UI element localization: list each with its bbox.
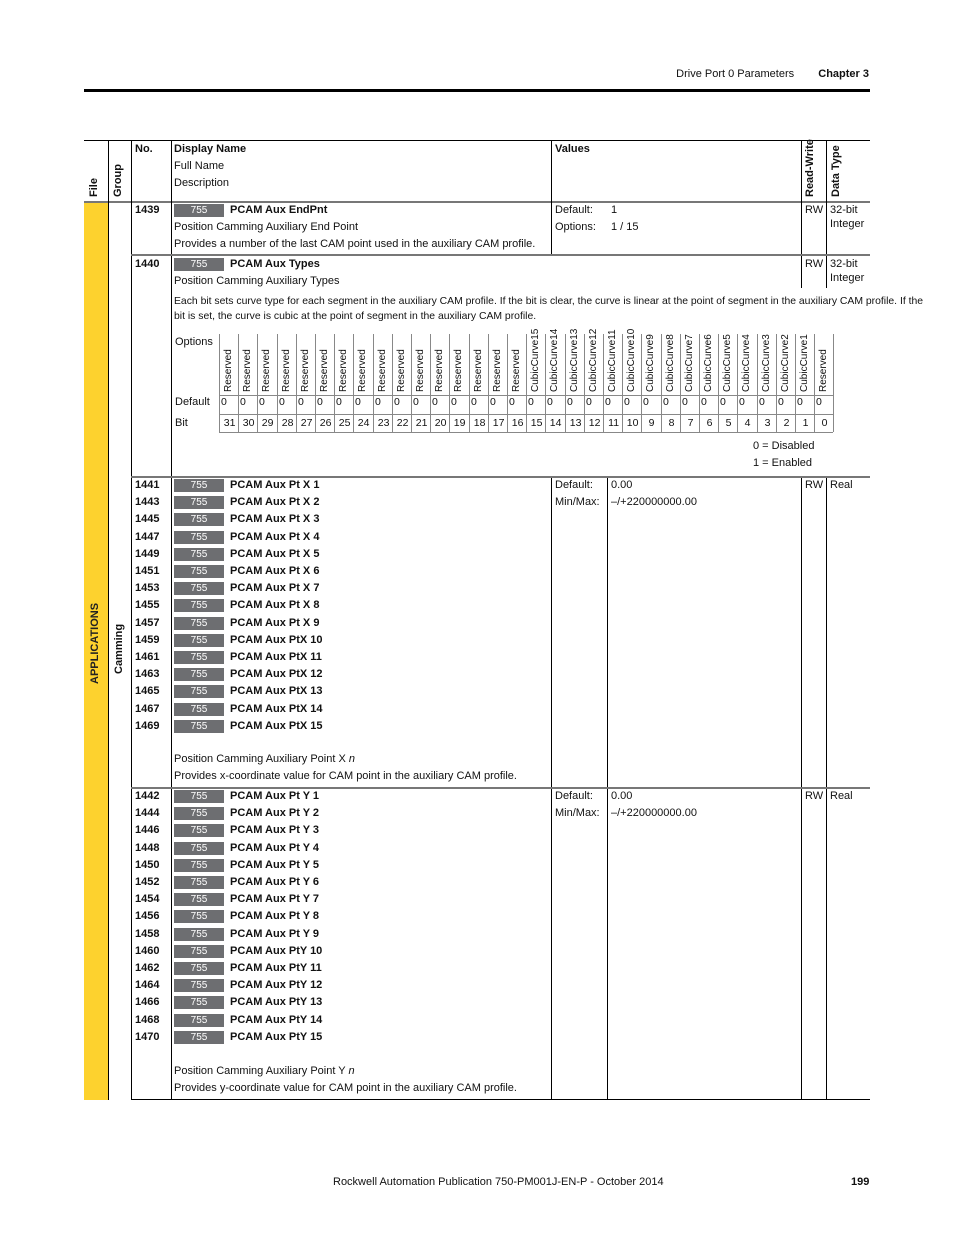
- port-badge: 755: [174, 565, 224, 578]
- port-badge: 755: [174, 807, 224, 820]
- bit-option-label: Reserved: [300, 349, 311, 392]
- bit-number: 18: [473, 417, 486, 429]
- bit-number: 16: [511, 417, 524, 429]
- bit-default-value: 0: [720, 396, 726, 408]
- param-display-name: PCAM Aux Pt Y 8: [230, 910, 320, 922]
- bit-number: 15: [530, 417, 543, 429]
- bit-default-value: 0: [528, 396, 534, 408]
- bit-option-label: Reserved: [396, 349, 407, 392]
- bit-default-value: 0: [567, 396, 573, 408]
- bit-number: 13: [569, 417, 582, 429]
- bit-option-label: Reserved: [357, 349, 368, 392]
- default-label: Default:: [555, 204, 593, 216]
- header-chapter: Chapter 3: [818, 68, 869, 80]
- param-display-name: PCAM Aux Pt Y 4: [230, 842, 320, 854]
- table-bottom-rule: [131, 1099, 870, 1100]
- port-badge: 755: [174, 479, 224, 492]
- port-badge: 755: [174, 634, 224, 647]
- param-display-name: PCAM Aux Pt X 7: [230, 582, 320, 594]
- port-badge: 755: [174, 258, 224, 271]
- bit-option-label: Reserved: [223, 349, 234, 392]
- port-badge: 755: [174, 668, 224, 681]
- bit-number: 22: [396, 417, 409, 429]
- grid-divider: [757, 334, 758, 432]
- port-badge: 755: [174, 945, 224, 958]
- param-display-name: PCAM Aux Pt X 6: [230, 565, 320, 577]
- bit-number: 24: [357, 417, 370, 429]
- param-display-name: PCAM Aux Pt X 4: [230, 531, 320, 543]
- legend-disabled: 0 = Disabled: [753, 440, 815, 452]
- param-number: 1442: [135, 790, 160, 802]
- bit-number: 5: [725, 417, 732, 429]
- port-badge: 755: [174, 531, 224, 544]
- port-badge: 755: [174, 204, 224, 217]
- param-number: 1450: [135, 859, 160, 871]
- param-display-name: PCAM Aux Pt X 9: [230, 617, 320, 629]
- bit-number: 9: [648, 417, 655, 429]
- param-description: Provides a number of the last CAM point used in the auxiliary CAM profile.: [174, 238, 536, 250]
- port-badge: 755: [174, 979, 224, 992]
- param-number: 1453: [135, 582, 160, 594]
- param-display-name: PCAM Aux PtY 11: [230, 962, 322, 974]
- param-display-name: PCAM Aux PtX 10: [230, 634, 323, 646]
- param-number: 1447: [135, 531, 160, 543]
- param-number: 1452: [135, 876, 160, 888]
- col-header-file: File: [88, 178, 100, 197]
- bit-default-value: 0: [586, 396, 592, 408]
- param-number: 1460: [135, 945, 160, 957]
- bit-option-label: CubicCurve2: [780, 334, 791, 392]
- bit-option-label: Reserved: [511, 349, 522, 392]
- bit-default-value: 0: [759, 396, 765, 408]
- port-badge: 755: [174, 790, 224, 803]
- bit-default-value: 0: [663, 396, 669, 408]
- bit-option-label: Reserved: [338, 349, 349, 392]
- full-name-variable: n: [348, 1065, 355, 1077]
- param-number: 1455: [135, 599, 160, 611]
- port-badge: 755: [174, 548, 224, 561]
- param-number: 1439: [135, 204, 160, 216]
- bit-default-value: 0: [451, 396, 457, 408]
- param-display-name: PCAM Aux Pt X 1: [230, 479, 320, 491]
- bit-default-value: 0: [279, 396, 285, 408]
- param-display-name: PCAM Aux Pt Y 5: [230, 859, 320, 871]
- bit-option-label: Reserved: [261, 349, 272, 392]
- bit-number: 19: [453, 417, 466, 429]
- read-write-value: RW: [805, 790, 824, 802]
- port-badge: 755: [174, 617, 224, 630]
- port-badge: 755: [174, 651, 224, 664]
- port-badge: 755: [174, 582, 224, 595]
- bit-number: 28: [281, 417, 294, 429]
- param-number: 1446: [135, 824, 160, 836]
- divider: [801, 140, 802, 288]
- param-display-name: PCAM Aux Pt Y 1: [230, 790, 320, 802]
- read-write-value: RW: [805, 258, 824, 270]
- param-number: 1459: [135, 634, 160, 646]
- minmax-value: –/+220000000.00: [611, 496, 697, 508]
- port-badge: 755: [174, 1031, 224, 1044]
- grid-rule: [219, 432, 833, 433]
- bit-option-label: Reserved: [242, 349, 253, 392]
- bit-number: 27: [300, 417, 313, 429]
- param-number: 1461: [135, 651, 160, 663]
- bit-option-label: Reserved: [377, 349, 388, 392]
- param-number: 1470: [135, 1031, 160, 1043]
- bit-option-label: Reserved: [319, 349, 330, 392]
- bit-number: 0: [821, 417, 828, 429]
- default-value: 0.00: [611, 790, 633, 802]
- param-display-name: PCAM Aux Pt Y 9: [230, 928, 320, 940]
- minmax-label: Min/Max:: [555, 807, 600, 819]
- divider: [171, 140, 172, 1100]
- bit-default-value: 0: [739, 396, 745, 408]
- bit-option-label: CubicCurve15: [530, 328, 541, 392]
- bit-default-value: 0: [816, 396, 822, 408]
- bit-option-label: Reserved: [281, 349, 292, 392]
- bit-default-value: 0: [240, 396, 246, 408]
- param-full-name: Position Camming Auxiliary Types: [174, 275, 340, 287]
- bit-option-label: CubicCurve14: [549, 328, 560, 392]
- col-header-data-type: Data Type: [830, 145, 842, 197]
- bit-number: 11: [608, 417, 620, 429]
- param-number: 1462: [135, 962, 160, 974]
- param-number: 1448: [135, 842, 160, 854]
- bit-number: 10: [626, 417, 639, 429]
- bit-default-value: 0: [605, 396, 611, 408]
- col-header-read-write: Read-Write: [804, 139, 816, 197]
- divider: [131, 140, 132, 1100]
- bit-default-value: 0: [394, 396, 400, 408]
- param-number: 1441: [135, 479, 160, 491]
- divider: [108, 140, 109, 1100]
- bit-number: 7: [687, 417, 694, 429]
- param-number: 1458: [135, 928, 160, 940]
- data-type: Real: [830, 479, 853, 491]
- param-display-name: PCAM Aux Pt Y 7: [230, 893, 320, 905]
- port-badge: 755: [174, 599, 224, 612]
- param-full-name: Position Camming Auxiliary End Point: [174, 221, 359, 233]
- bit-option-label: CubicCurve4: [741, 334, 752, 392]
- bit-option-label: Reserved: [473, 349, 484, 392]
- port-badge: 755: [174, 842, 224, 855]
- bit-option-label: Reserved: [415, 349, 426, 392]
- col-header-display-name: Display Name: [174, 143, 247, 155]
- port-badge: 755: [174, 928, 224, 941]
- port-badge: 755: [174, 513, 224, 526]
- port-badge: 755: [174, 859, 224, 872]
- grid-divider: [277, 334, 278, 432]
- options-label: Options: [175, 336, 213, 348]
- param-display-name: PCAM Aux Types: [230, 258, 320, 270]
- data-type-line2: Integer: [830, 218, 865, 230]
- col-header-no: No.: [135, 143, 153, 155]
- port-badge: 755: [174, 703, 224, 716]
- bit-default-value: 0: [221, 396, 227, 408]
- grid-divider: [219, 334, 220, 432]
- param-description-line2: bit is set, the curve is cubic at the point of segment in the auxiliary CAM profile.: [174, 311, 537, 322]
- param-display-name: PCAM Aux PtX 13: [230, 685, 323, 697]
- port-badge: 755: [174, 962, 224, 975]
- bit-default-value: 0: [471, 396, 477, 408]
- page-header: [676, 66, 869, 83]
- param-display-name: PCAM Aux PtX 14: [230, 703, 323, 715]
- default-value: 0.00: [611, 479, 633, 491]
- port-badge: 755: [174, 824, 224, 837]
- bit-number: 12: [588, 417, 601, 429]
- bit-number: 31: [223, 417, 236, 429]
- col-header-full-name: Full Name: [174, 160, 225, 172]
- param-display-name: PCAM Aux Pt Y 3: [230, 824, 320, 836]
- param-display-name: PCAM Aux PtX 12: [230, 668, 323, 680]
- bit-number: 21: [415, 417, 428, 429]
- read-write-value: RW: [805, 204, 824, 216]
- param-display-name: PCAM Aux Pt X 2: [230, 496, 320, 508]
- param-number: 1440: [135, 258, 160, 270]
- param-number: 1449: [135, 548, 160, 560]
- col-header-description: Description: [174, 177, 230, 189]
- bit-option-label: CubicCurve10: [626, 328, 637, 392]
- minmax-label: Min/Max:: [555, 496, 600, 508]
- bit-option-label: CubicCurve13: [569, 328, 580, 392]
- bit-option-label: Reserved: [818, 349, 829, 392]
- param-display-name: PCAM Aux Pt X 5: [230, 548, 320, 560]
- divider: [826, 140, 827, 288]
- param-full-name: Position Camming Auxiliary Point X n: [174, 753, 355, 765]
- bit-option-label: CubicCurve9: [645, 334, 656, 392]
- options-value: 1 / 15: [611, 221, 639, 233]
- bit-option-label: CubicCurve5: [722, 334, 733, 392]
- param-display-name: PCAM Aux EndPnt: [230, 204, 328, 216]
- port-badge: 755: [174, 893, 224, 906]
- bit-option-label: CubicCurve6: [703, 334, 714, 392]
- default-value: 1: [611, 204, 618, 216]
- grid-divider: [469, 334, 470, 432]
- bit-default-value: 0: [355, 396, 361, 408]
- bit-default-value: 0: [375, 396, 381, 408]
- param-display-name: PCAM Aux PtY 15: [230, 1031, 323, 1043]
- param-description: Provides x-coordinate value for CAM point in the auxiliary CAM profile.: [174, 770, 517, 782]
- bit-number: 1: [802, 417, 809, 429]
- grid-divider: [565, 334, 566, 432]
- bit-number: 6: [706, 417, 713, 429]
- bit-option-label: CubicCurve7: [684, 334, 695, 392]
- bit-default-value: 0: [317, 396, 323, 408]
- data-type-line1: 32-bit: [830, 204, 858, 216]
- bit-label: Bit: [175, 417, 188, 429]
- divider: [551, 140, 552, 254]
- bit-number: 30: [242, 417, 255, 429]
- param-number: 1454: [135, 893, 160, 905]
- bit-number: 25: [338, 417, 351, 429]
- param-display-name: PCAM Aux PtY 14: [230, 1014, 323, 1026]
- default-label: Default:: [555, 479, 593, 491]
- page-number: 199: [851, 1176, 870, 1188]
- bit-number: 17: [492, 417, 505, 429]
- bit-number: 29: [261, 417, 274, 429]
- group-label: Camming: [113, 623, 125, 674]
- param-number: 1466: [135, 996, 160, 1008]
- data-type: Real: [830, 790, 853, 802]
- table-header-rule: [84, 201, 870, 203]
- port-badge: 755: [174, 1014, 224, 1027]
- param-description: Provides y-coordinate value for CAM point in the auxiliary CAM profile.: [174, 1082, 517, 1094]
- param-number: 1444: [135, 807, 160, 819]
- param-number: 1445: [135, 513, 160, 525]
- bit-default-value: 0: [432, 396, 438, 408]
- bit-option-label: CubicCurve1: [799, 334, 810, 392]
- bit-default-value: 0: [778, 396, 784, 408]
- read-write-value: RW: [805, 479, 824, 491]
- bit-default-value: 0: [413, 396, 419, 408]
- param-display-name: PCAM Aux Pt X 3: [230, 513, 320, 525]
- param-number: 1443: [135, 496, 160, 508]
- bit-number: 2: [783, 417, 790, 429]
- param-number: 1463: [135, 668, 160, 680]
- minmax-value: –/+220000000.00: [611, 807, 697, 819]
- bit-default-value: 0: [490, 396, 496, 408]
- bit-default-value: 0: [797, 396, 803, 408]
- bit-default-value: 0: [682, 396, 688, 408]
- bit-option-label: CubicCurve3: [761, 334, 772, 392]
- bit-option-label: CubicCurve8: [665, 334, 676, 392]
- footer-publication: Rockwell Automation Publication 750-PM001J-EN-P - October 2014: [333, 1176, 664, 1188]
- data-type-line2: Integer: [830, 272, 865, 284]
- bit-number: 20: [434, 417, 447, 429]
- col-header-values: Values: [555, 143, 590, 155]
- bit-option-label: CubicCurve12: [588, 328, 599, 392]
- bit-default-value: 0: [624, 396, 630, 408]
- bit-default-value: 0: [298, 396, 304, 408]
- grid-divider: [661, 334, 662, 432]
- param-number: 1464: [135, 979, 160, 991]
- file-label: APPLICATIONS: [89, 602, 101, 684]
- col-header-group: Group: [112, 164, 124, 197]
- param-display-name: PCAM Aux Pt Y 2: [230, 807, 320, 819]
- param-number: 1451: [135, 565, 160, 577]
- bit-number: 26: [319, 417, 332, 429]
- bit-default-value: 0: [509, 396, 515, 408]
- legend-enabled: 1 = Enabled: [753, 457, 813, 469]
- param-number: 1465: [135, 685, 160, 697]
- bit-number: 3: [764, 417, 771, 429]
- param-display-name: PCAM Aux PtY 10: [230, 945, 323, 957]
- bit-option-label: CubicCurve11: [607, 329, 618, 392]
- bit-default-value: 0: [547, 396, 553, 408]
- param-number: 1469: [135, 720, 160, 732]
- port-badge: 755: [174, 496, 224, 509]
- bit-option-label: Reserved: [434, 349, 445, 392]
- param-number: 1467: [135, 703, 160, 715]
- bit-default-value: 0: [701, 396, 707, 408]
- port-badge: 755: [174, 720, 224, 733]
- bit-number: 4: [744, 417, 751, 429]
- default-label: Default: [175, 396, 210, 408]
- bit-option-label: Reserved: [492, 349, 503, 392]
- param-display-name: PCAM Aux PtY 12: [230, 979, 323, 991]
- bit-default-value: 0: [336, 396, 342, 408]
- bit-number: 23: [377, 417, 390, 429]
- header-section: Drive Port 0 Parameters: [676, 68, 795, 80]
- bit-default-value: 0: [259, 396, 265, 408]
- data-type-line1: 32-bit: [830, 258, 858, 270]
- port-badge: 755: [174, 876, 224, 889]
- param-number: 1457: [135, 617, 160, 629]
- param-description-line1: Each bit sets curve type for each segment in the auxiliary CAM profile. If the bit is clear, the curve is linear at the point of segment in the auxiliary CAM profile. If the: [174, 296, 924, 307]
- bit-number: 14: [549, 417, 562, 429]
- header-rule: [84, 89, 870, 92]
- port-badge: 755: [174, 996, 224, 1009]
- param-number: 1468: [135, 1014, 160, 1026]
- param-display-name: PCAM Aux PtY 13: [230, 996, 323, 1008]
- param-display-name: PCAM Aux Pt Y 6: [230, 876, 320, 888]
- port-badge: 755: [174, 685, 224, 698]
- param-display-name: PCAM Aux PtX 15: [230, 720, 323, 732]
- options-label: Options:: [555, 221, 596, 233]
- param-full-name: Position Camming Auxiliary Point Y n: [174, 1065, 355, 1077]
- param-display-name: PCAM Aux PtX 11: [230, 651, 322, 663]
- port-badge: 755: [174, 910, 224, 923]
- default-label: Default:: [555, 790, 593, 802]
- bit-number: 8: [668, 417, 675, 429]
- param-number: 1456: [135, 910, 160, 922]
- param-display-name: PCAM Aux Pt X 8: [230, 599, 320, 611]
- bit-option-label: Reserved: [453, 349, 464, 392]
- full-name-variable: n: [348, 753, 355, 765]
- grid-divider: [373, 334, 374, 432]
- bit-default-value: 0: [643, 396, 649, 408]
